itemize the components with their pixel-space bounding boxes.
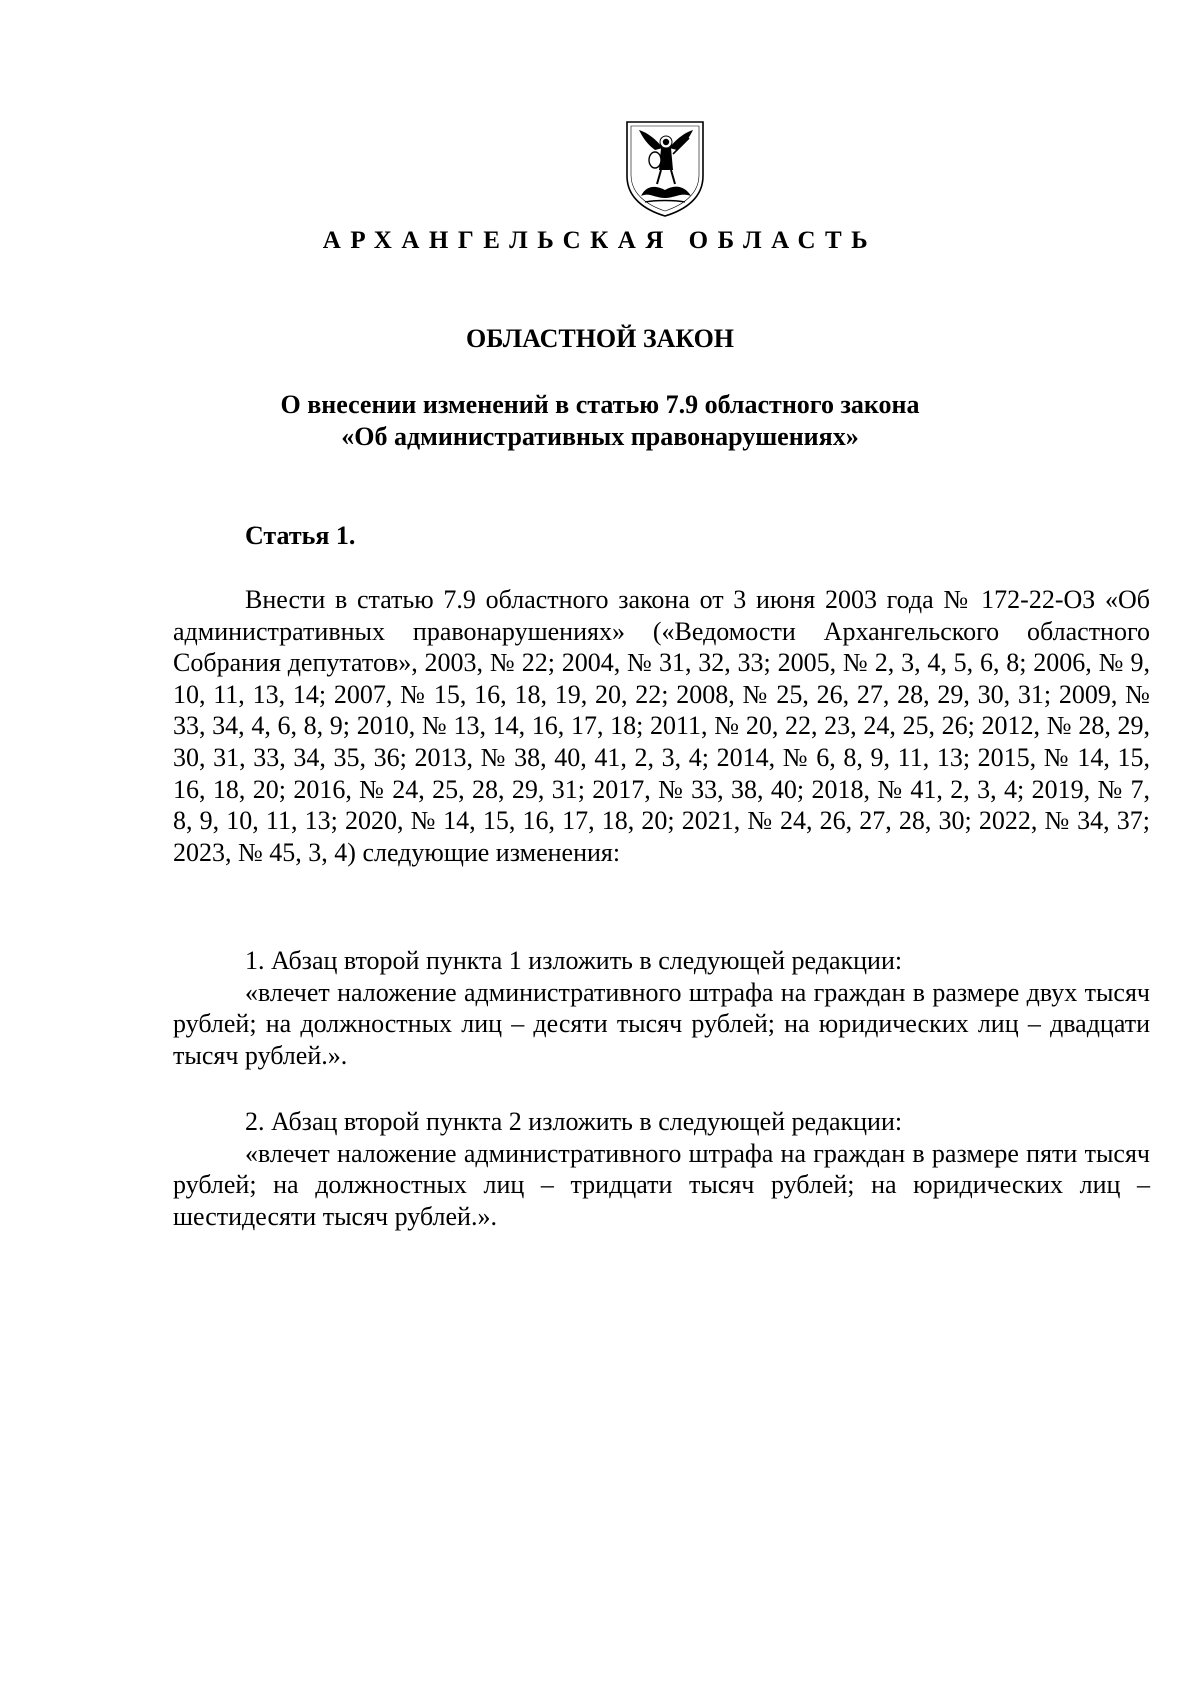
article-preamble: Внести в статью 7.9 областного закона от 3 июня 2003 года № 172-22-ОЗ «Об административных правонарушениях» («Ведомости Архангельского областного Собрания депутатов», 2003, № 22; 2004, № 31, 32, 33; 2005, № 2, 3, 4, 5, 6, 8; 2006, № 9, 10, 11, 13, 14; 2007, № 15, 16, 18, 19, 20, 22; 2008, № 25, 26, 27, 28, 29, 30, 31; 2009, № 33, 34, 4, 6, 8, 9; 2010, № 13, 14, 16, 17, 18; 2011, № 20, 22, 23, 24, 25, 26; 2012, № 28, 29, 30, 31, 33, 34, 35, 36; 2013, № 38, 40, 41, 2, 3, 4; 2014, № 6, 8, 9, 11, 13; 2015, № 14, 15, 16, 18, 20; 2016, № 24, 25, 28, 29, 31; 2017, № 33, 38, 40; 2018, № 41, 2, 3, 4; 2019, № 7, 8, 9, 10, 11, 13; 2020, № 14, 15, 16, 17, 18, 20; 2021, № 24, 26, 27, 28, 30; 2022, № 34, 37; 2023, № 45, 3, 4) следующие изменения: bbox=[173, 585, 1150, 867]
region-name: АРХАНГЕЛЬСКАЯ ОБЛАСТЬ bbox=[322, 227, 878, 254]
article-heading: Статья 1. bbox=[245, 521, 356, 550]
law-title-line-1: О внесении изменений в статью 7.9 областного закона bbox=[280, 390, 920, 419]
amendment-item-text: «влечет наложение административного штрафа на граждан в размере двух тысяч рублей; на должностных лиц – десяти тысяч рублей; на юридических лиц – двадцати тысяч рублей.». bbox=[173, 977, 1150, 1070]
law-title bbox=[0, 389, 1200, 453]
amendment-item-2 bbox=[173, 1106, 1150, 1232]
amendment-item-1 bbox=[173, 945, 1150, 1071]
article-preamble-block bbox=[173, 584, 1150, 868]
law-title-line-2: «Об административных правонарушениях» bbox=[341, 422, 859, 451]
coat-of-arms-icon bbox=[623, 118, 707, 218]
law-type-heading: ОБЛАСТНОЙ ЗАКОН bbox=[465, 324, 735, 353]
amendment-item-intro: 1. Абзац второй пункта 1 изложить в следующей редакции: bbox=[245, 946, 903, 975]
amendment-item-intro: 2. Абзац второй пункта 2 изложить в следующей редакции: bbox=[245, 1107, 903, 1136]
amendment-item-text: «влечет наложение административного штрафа на граждан в размере пяти тысяч рублей; на должностных лиц – тридцати тысяч рублей; на юридических лиц – шестидесяти тысяч рублей.». bbox=[173, 1138, 1150, 1231]
